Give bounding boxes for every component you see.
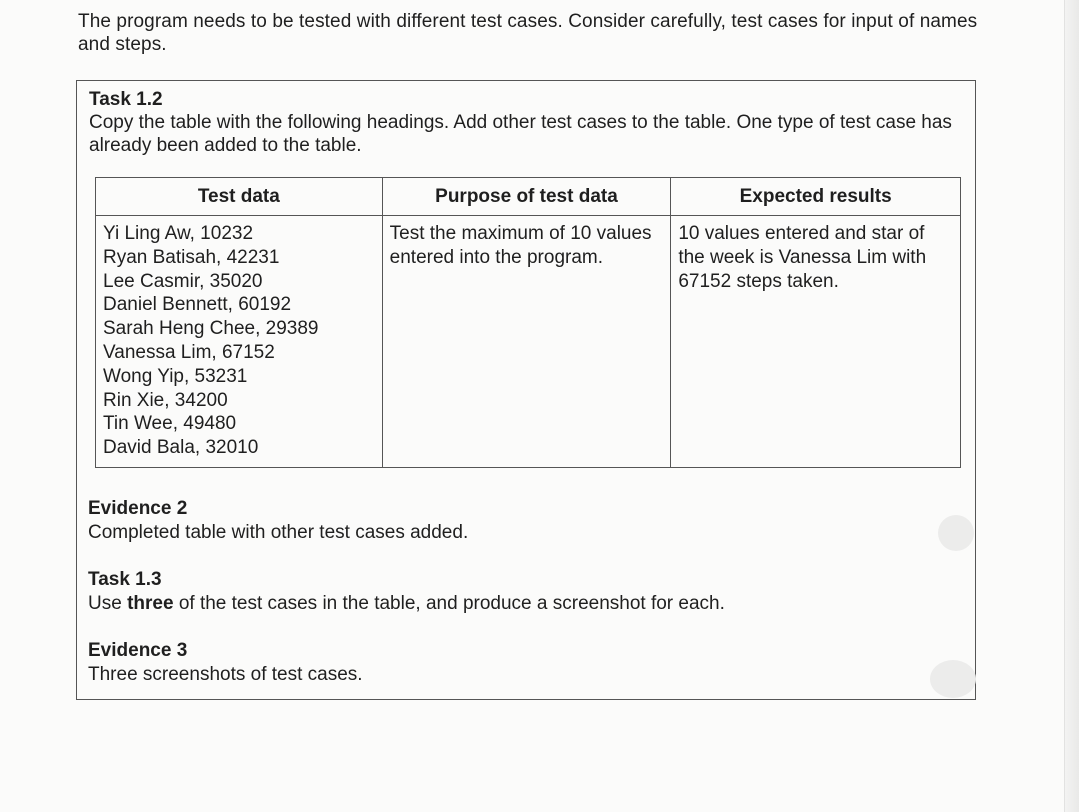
test-data-item: Sarah Heng Chee, 29389 [103,318,319,340]
purpose-cell: Test the maximum of 10 values entered into the program. [382,216,671,468]
test-data-item: Daniel Bennett, 60192 [103,294,292,316]
evidence-3-title: Evidence 3 [88,640,188,661]
table-header-row [96,178,961,216]
test-data-item: Yi Ling Aw, 10232 [103,223,254,244]
task-1-3-text-before: Use [88,593,128,614]
evidence-2-text: Completed table with other test cases added. [88,522,469,543]
test-data-cell [96,216,383,468]
header-expected-results: Expected results [671,178,961,216]
task-box [76,80,976,700]
task-1-3-title: Task 1.3 [88,569,162,590]
task-1-3-text [88,592,725,615]
page-edge [1064,0,1079,812]
header-test-data: Test data [96,178,383,216]
expected-results-cell: 10 values entered and star of the week is Vanessa Lim with 67152 steps taken. [671,216,961,468]
test-data-item: Ryan Batisah, 42231 [103,246,280,268]
task-1-2-title: Task 1.2 [89,89,163,110]
table-row [96,216,961,468]
scan-smudge [930,660,976,698]
test-data-item: Rin Xie, 34200 [103,389,228,411]
test-data-item: Lee Casmir, 35020 [103,270,263,292]
test-data-item: Vanessa Lim, 67152 [103,341,275,363]
scan-smudge [938,515,974,551]
task-1-3-text-bold: three [127,593,174,614]
test-data-item: Tin Wee, 49480 [103,413,237,435]
intro-paragraph: The program needs to be tested with different test cases. Consider carefully, test cases for input of names and steps. [78,11,978,55]
test-data-item: David Bala, 32010 [103,437,259,459]
test-data-item: Wong Yip, 53231 [103,365,248,387]
task-1-2-description: Copy the table with the following headings. Add other test cases to the table. One type of test case has already been added to the table. [89,112,952,156]
header-purpose: Purpose of test data [382,178,671,216]
evidence-3-text: Three screenshots of test cases. [88,664,363,685]
evidence-2-title: Evidence 2 [88,498,188,519]
test-case-table [95,177,961,468]
task-1-3-text-after: of the test cases in the table, and produce a screenshot for each. [173,593,725,614]
